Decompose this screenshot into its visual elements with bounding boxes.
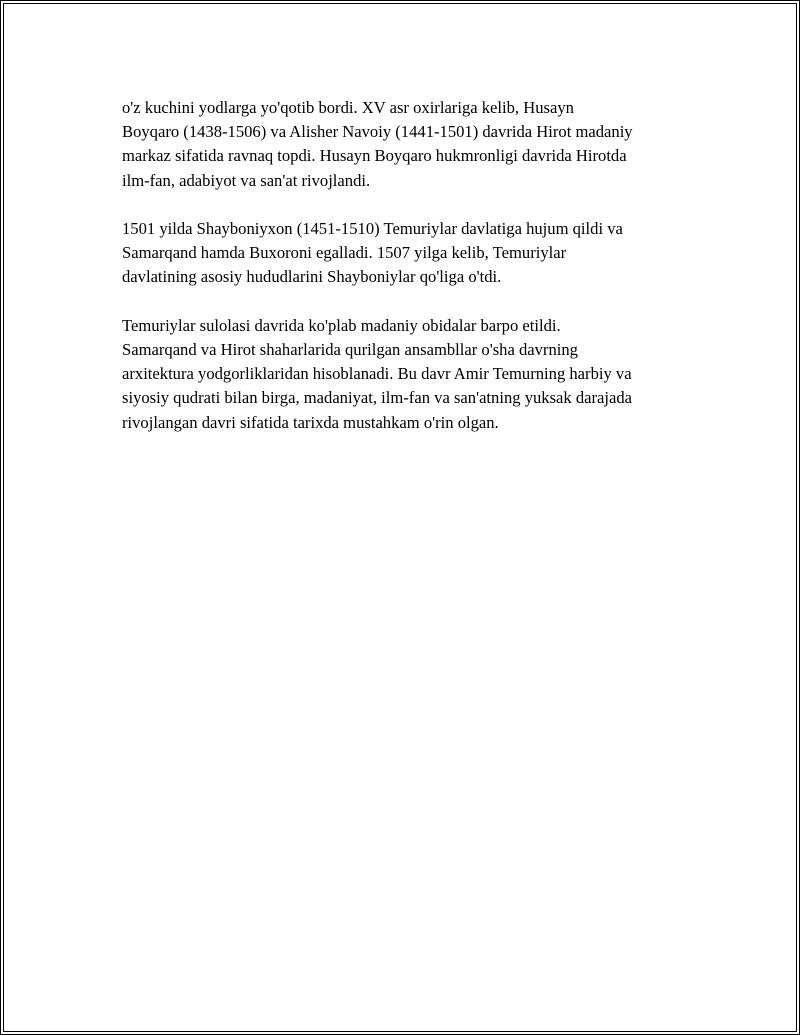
text-line: o'z kuchini yodlarga yo'qotib bordi. XV asr oxirlariga kelib, Husayn	[122, 98, 574, 117]
text-line: 1501 yilda Shayboniyxon (1451-1510) Temuriylar davlatiga hujum qildi va	[122, 219, 623, 238]
text-line: Samarqand hamda Buxoroni egalladi. 1507 yilga kelib, Temuriylar	[122, 243, 567, 263]
document-body	[122, 96, 702, 459]
paragraph-1	[122, 96, 702, 193]
text-line: ilm-fan, adabiyot va san'at rivojlandi.	[122, 170, 371, 190]
text-line: davlatining asosiy hududlarini Shayboniylar qo'liga o'tdi.	[122, 267, 502, 287]
text-line: rivojlangan davri sifatida tarixda mustahkam o'rin olgan.	[122, 412, 499, 432]
text-line: markaz sifatida ravnaq topdi. Husayn Boyqaro hukmronligi davrida Hirotda	[122, 146, 627, 166]
text-line: Samarqand va Hirot shaharlarida qurilgan ansambllar o'sha davrning	[122, 340, 578, 359]
text-line: Temuriylar sulolasi davrida ko'plab madaniy obidalar barpo etildi.	[122, 315, 561, 335]
paragraph-2	[122, 217, 702, 290]
text-line: siyosiy qudrati bilan birga, madaniyat, ilm-fan va san'atning yuksak darajada	[122, 388, 633, 408]
text-line: arxitektura yodgorliklaridan hisoblanadi. Bu davr Amir Temurning harbiy va	[122, 364, 632, 384]
text-line: Boyqaro (1438-1506) va Alisher Navoiy (1441-1501) davrida Hirot madaniy	[122, 122, 633, 142]
paragraph-3	[122, 314, 702, 435]
